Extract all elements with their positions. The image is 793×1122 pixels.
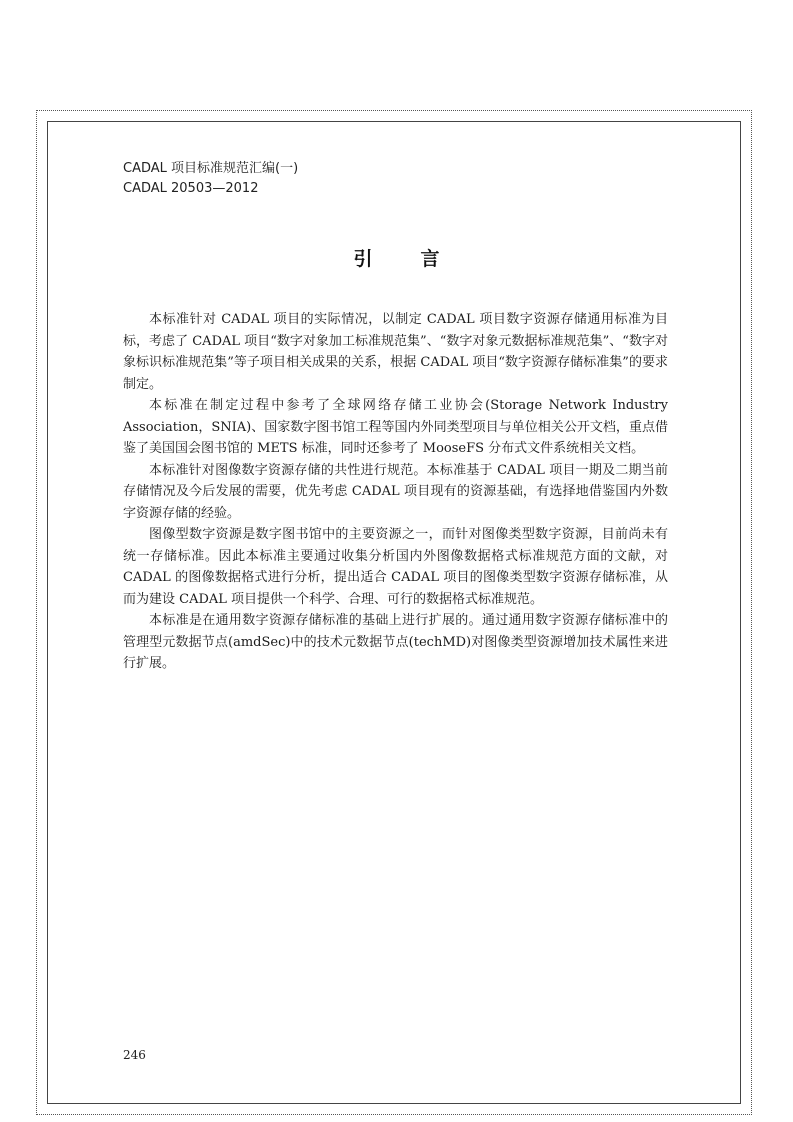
- paragraph-5: 本标准是在通用数字资源存储标准的基础上进行扩展的。通过通用数字资源存储标准中的管理型元数据节点(amdSec)中的技术元数据节点(techMD)对图像类型资源增加技术属性来进行扩展。: [123, 613, 668, 671]
- title-char-1: 引: [353, 248, 373, 270]
- paragraph-3: 本标准针对图像数字资源存储的共性进行规范。本标准基于 CADAL 项目一期及二期当前存储情况及今后发展的需要，优先考虑 CADAL 项目现有的资源基础，有选择地借鉴国内外数字资源存储的经验。: [123, 462, 668, 521]
- header-series-title: CADAL 项目标准规范汇编(一): [123, 161, 299, 176]
- paragraph-1: 本标准针对 CADAL 项目的实际情况，以制定 CADAL 项目数字资源存储通用标准为目标，考虑了 CADAL 项目“数字对象加工标准规范集”、“数字对象元数据标准规范集”、“数字对象标识标准规范集”等子项目相关成果的关系，根据 CADAL 项目“数字资源存储标准集”的要求制定。: [123, 312, 668, 392]
- page-title: [0, 244, 793, 271]
- header-standard-code: CADAL 20503—2012: [123, 181, 259, 196]
- title-char-2: 言: [420, 248, 440, 270]
- running-header: [123, 159, 298, 199]
- paragraph-2: 本标准在制定过程中参考了全球网络存储工业协会(Storage Network Industry Association，SNIA)、国家数字图书馆工程等国内外同类型项目与单位相关公开文档，重点借鉴了美国国会图书馆的 METS 标准，同时还参考了 MooseFS 分布式文件系统相关文档。: [123, 398, 668, 456]
- page-number: 246: [123, 1048, 146, 1062]
- introduction-body: [123, 309, 668, 675]
- paragraph-4: 图像型数字资源是数字图书馆中的主要资源之一，而针对图像类型数字资源，目前尚未有统一存储标准。因此本标准主要通过收集分析国内外图像数据格式标准规范方面的文献，对 CADAL 的图像数据格式进行分析，提出适合 CADAL 项目的图像类型数字资源存储标准，从而为建设 CADAL 项目提供一个科学、合理、可行的数据格式标准规范。: [123, 527, 668, 607]
